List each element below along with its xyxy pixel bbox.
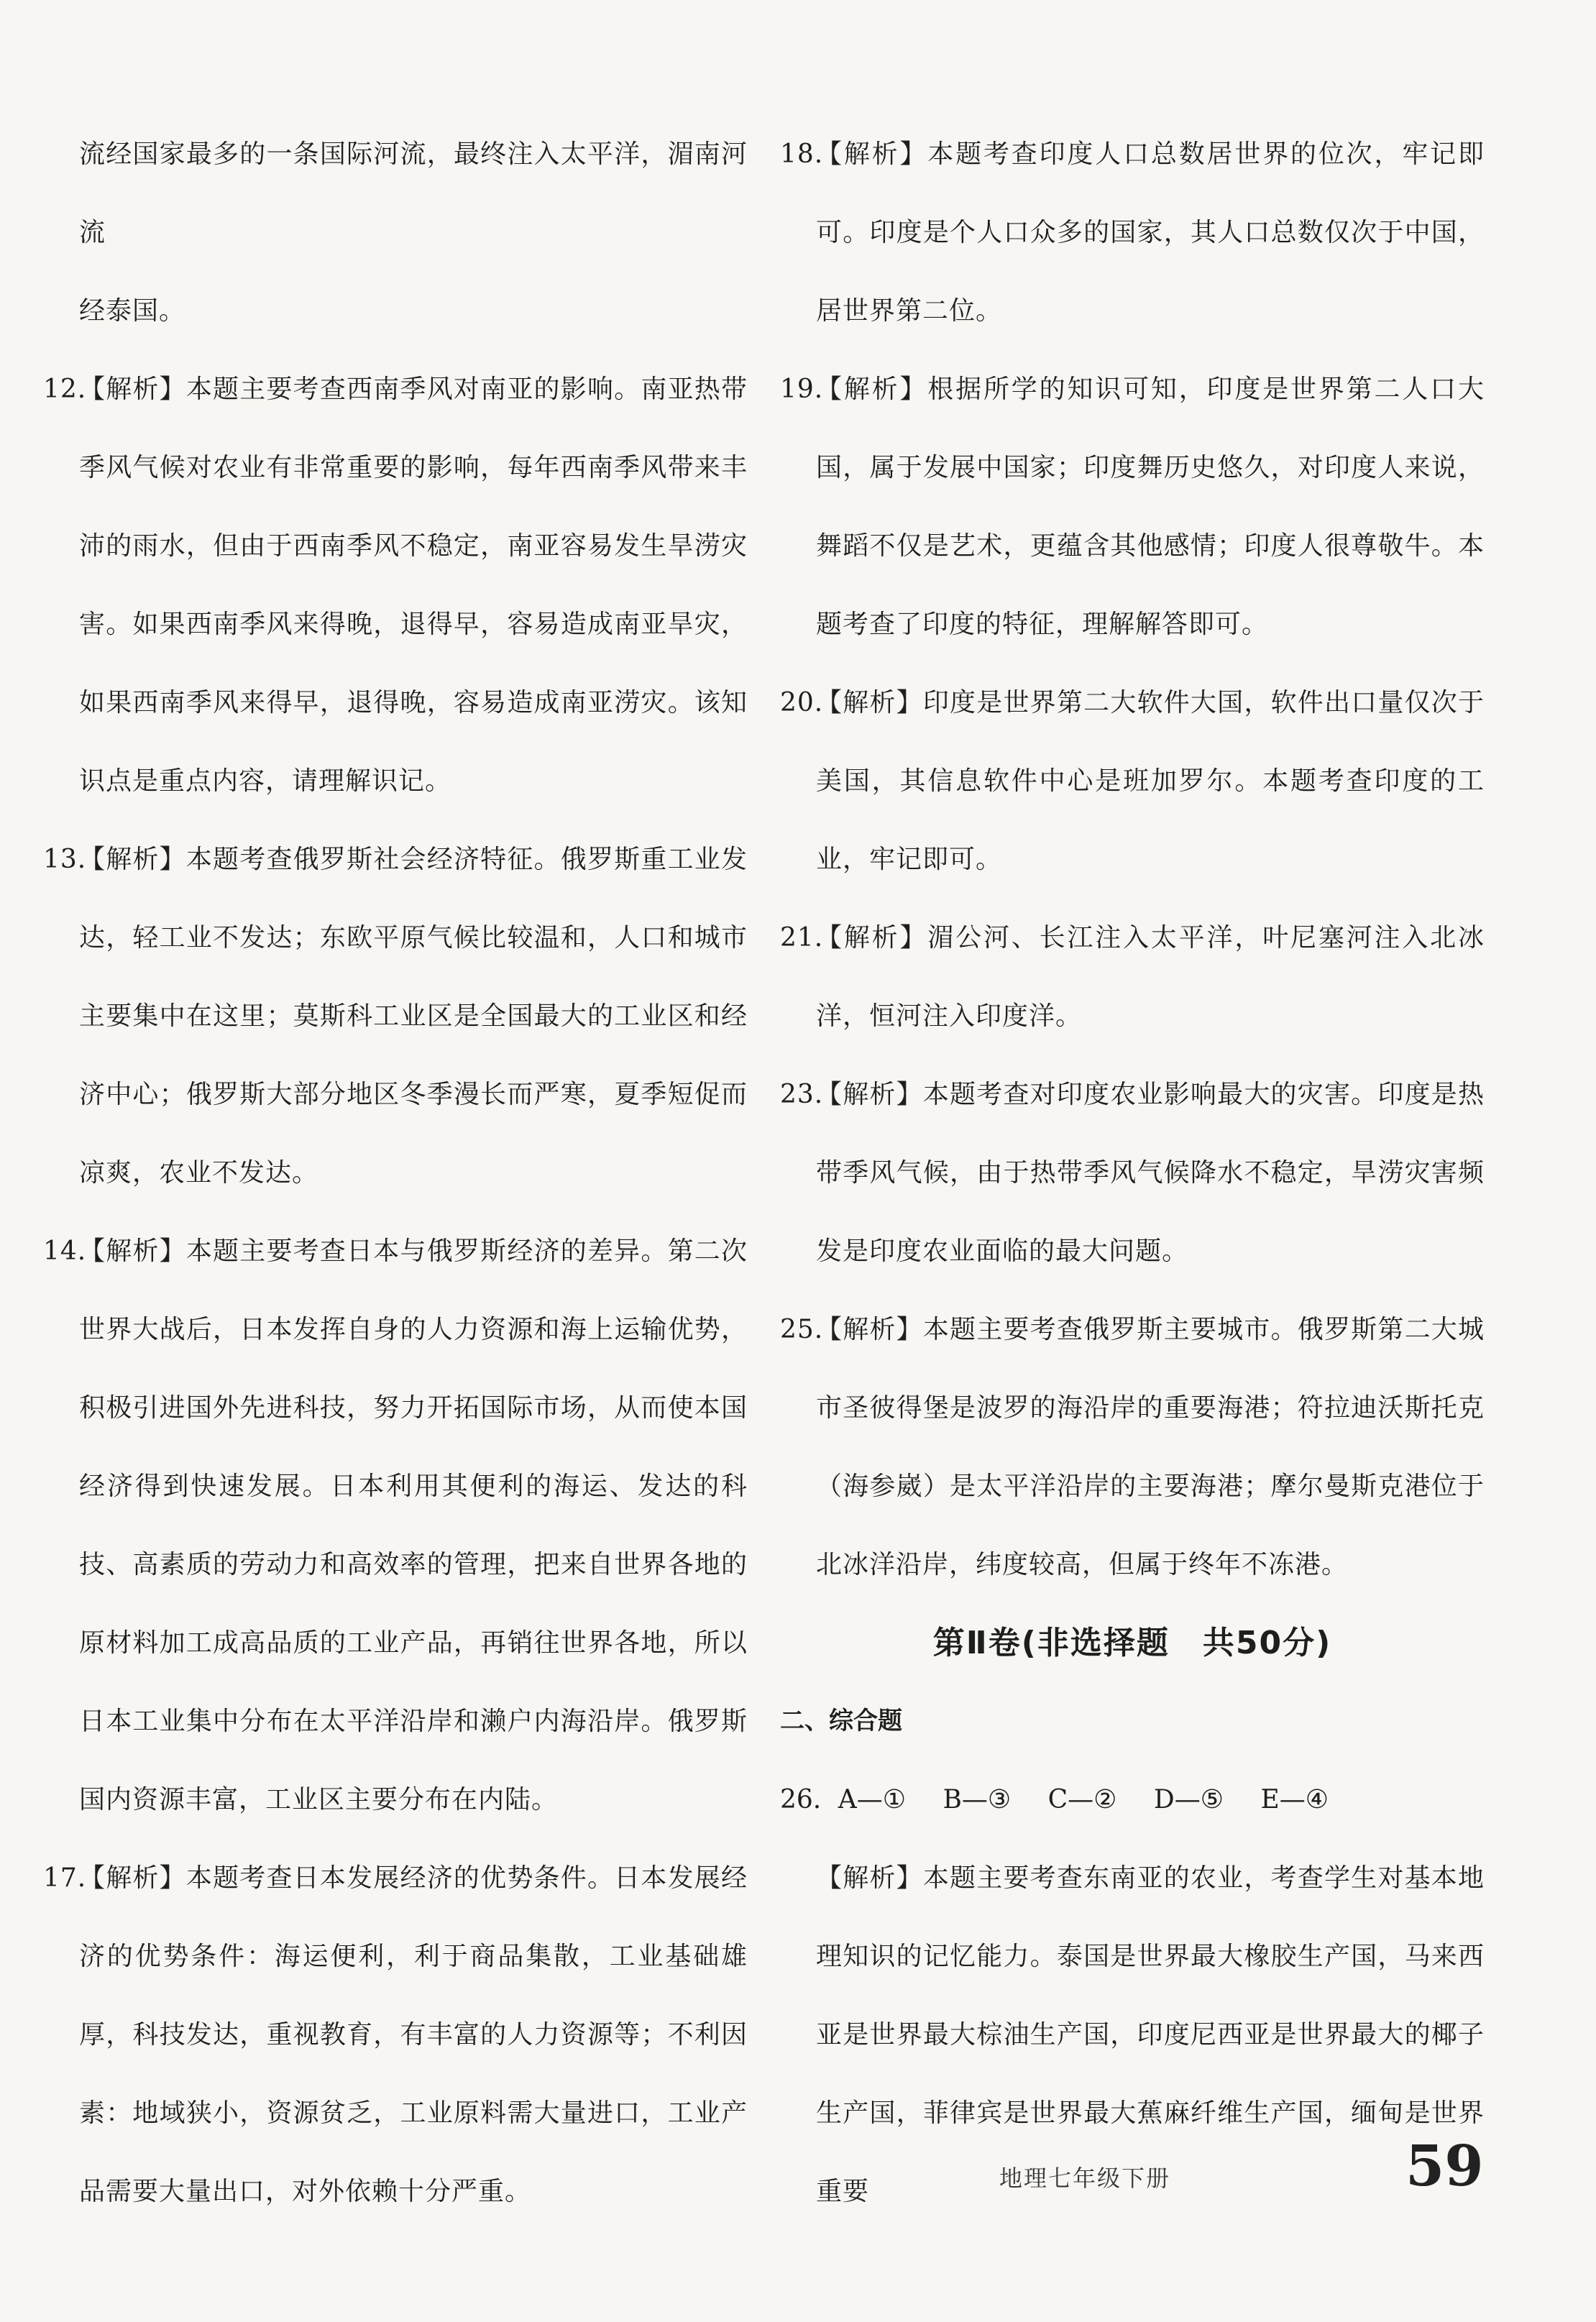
item-text: 【解析】本题考查日本发展经济的优势条件。日本发展经济的优势条件：海运便利，利于商品集散，工业基础雄厚，科技发达，重视教育，有丰富的人力资源等；不利因素：地域狭小，资源贫乏，工业原料需大量进口，工业产品需要大量出口，对外依赖十分严重。 [79, 1863, 748, 2206]
item-number: 20. [780, 688, 824, 717]
item-text: 【解析】本题主要考查东南亚的农业，考查学生对基本地理知识的记忆能力。泰国是世界最大橡胶生产国，马来西亚是世界最大棕油生产国，印度尼西亚是世界最大的椰子生产国，菲律宾是世界最大蕉麻纤维生产国，缅甸是世界重要 [816, 1863, 1485, 2206]
answer-item-25 [780, 1290, 1485, 1604]
page-number: 59 [1405, 2134, 1484, 2199]
section-title: 第Ⅱ卷(非选择题 共50分) [932, 1625, 1332, 1661]
item-number: 14. [43, 1236, 87, 1266]
item-number: 17. [43, 1863, 87, 1893]
matching-answer: A—① [838, 1785, 906, 1814]
answer-item-20 [780, 664, 1485, 899]
answer-item-23 [780, 1055, 1485, 1290]
item-text: 【解析】根据所学的知识可知，印度是世界第二人口大国，属于发展中国家；印度舞历史悠久，对印度人来说，舞蹈不仅是艺术，更蕴含其他感情；印度人很尊敬牛。本题考查了印度的特征，理解解答即可。 [816, 375, 1485, 639]
item-text: 【解析】印度是世界第二大软件大国，软件出口量仅次于美国，其信息软件中心是班加罗尔。本题考查印度的工业，牢记即可。 [816, 688, 1485, 874]
item-text: 【解析】本题主要考查西南季风对南亚的影响。南亚热带季风气候对农业有非常重要的影响，每年西南季风带来丰沛的雨水，但由于西南季风不稳定，南亚容易发生旱涝灾害。如果西南季风来得晚，退得早，容易造成南亚旱灾，如果西南季风来得早，退得晚，容易造成南亚涝灾。该知识点是重点内容，请理解识记。 [79, 375, 748, 796]
answer-item-18 [780, 115, 1485, 350]
item-number: 25. [780, 1315, 824, 1344]
answer-item-12 [43, 350, 748, 820]
item-number: 18. [780, 139, 824, 169]
answer-item-17 [43, 1839, 748, 2231]
item-number: 23. [780, 1080, 824, 1109]
answer-item-14 [43, 1212, 748, 1839]
item-number: 21. [780, 923, 824, 953]
right-column [780, 115, 1485, 2231]
item-number: 13. [43, 845, 87, 874]
item-number: 26. [780, 1785, 822, 1814]
item-text: 【解析】本题考查俄罗斯社会经济特征。俄罗斯重工业发达，轻工业不发达；东欧平原气候比较温和，人口和城市主要集中在这里；莫斯科工业区是全国最大的工业区和经济中心；俄罗斯大部分地区冬季漫长而严寒，夏季短促而凉爽，农业不发达。 [79, 845, 748, 1188]
item-text: 【解析】本题考查印度人口总数居世界的位次，牢记即可。印度是个人口众多的国家，其人口总数仅次于中国，居世界第二位。 [816, 139, 1485, 326]
continuation-line: 流经国家最多的一条国际河流，最终注入太平洋，湄南河流 [79, 139, 748, 247]
footer-label: 地理七年级下册 [999, 2165, 1171, 2192]
matching-answer: E—④ [1260, 1785, 1329, 1814]
left-column [43, 115, 748, 2231]
item-text: 【解析】本题主要考查日本与俄罗斯经济的差异。第二次世界大战后，日本发挥自身的人力资源和海上运输优势，积极引进国外先进科技，努力开拓国际市场，从而使本国经济得到快速发展。日本利用其便利的海运、发达的科技、高素质的劳动力和高效率的管理，把来自世界各地的原材料加工成高品质的工业产品，再销往世界各地，所以日本工业集中分布在太平洋沿岸和濑户内海沿岸。俄罗斯国内资源丰富，工业区主要分布在内陆。 [79, 1236, 748, 1814]
item-number: 19. [780, 375, 824, 404]
continuation-line: 经泰国。 [79, 296, 186, 326]
item-text: 【解析】本题考查对印度农业影响最大的灾害。印度是热带季风气候，由于热带季风气候降水不稳定，旱涝灾害频发是印度农业面临的最大问题。 [816, 1080, 1485, 1266]
matching-answer: B—③ [943, 1785, 1012, 1814]
section-heading: 二、综合题 [780, 1707, 902, 1735]
answer-item-26 [780, 1761, 1485, 1839]
matching-answer: D—⑤ [1153, 1785, 1224, 1814]
answer-item-19 [780, 350, 1485, 664]
item-text: 【解析】本题主要考查俄罗斯主要城市。俄罗斯第二大城市圣彼得堡是波罗的海沿岸的重要海港；符拉迪沃斯托克（海参崴）是太平洋沿岸的主要海港；摩尔曼斯克港位于北冰洋沿岸，纬度较高，但属于终年不冻港。 [816, 1315, 1485, 1579]
matching-answer: C—② [1047, 1785, 1117, 1814]
item-text: 【解析】湄公河、长江注入太平洋，叶尼塞河注入北冰洋，恒河注入印度洋。 [816, 923, 1485, 1031]
answer-item-21 [780, 899, 1485, 1055]
answer-item-13 [43, 820, 748, 1212]
item-number: 12. [43, 375, 87, 404]
